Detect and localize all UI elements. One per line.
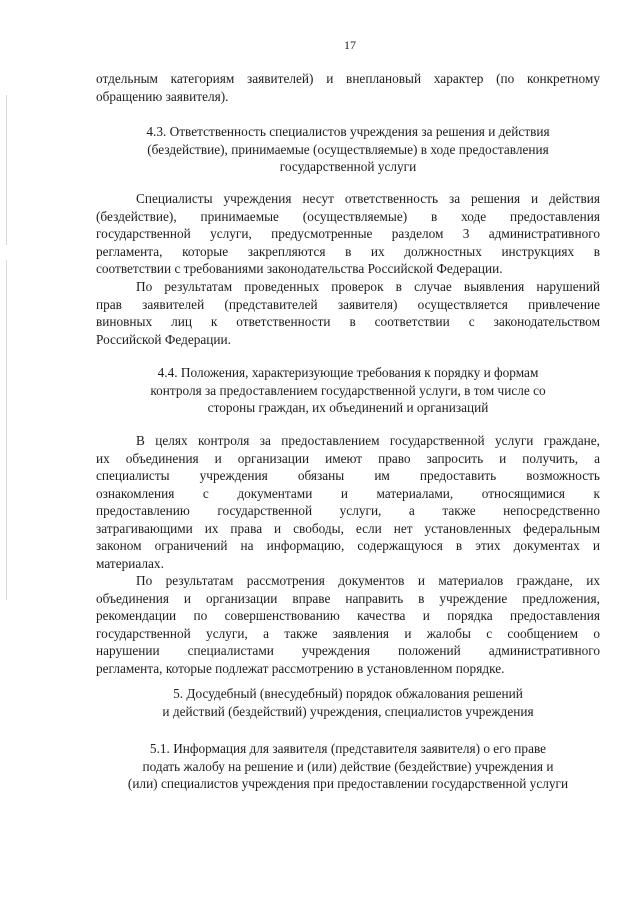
text-line: регламента, которые закрепляются в их должностных инструкциях в [96, 243, 600, 259]
text-line: ознакомления с документами и материалами, относящимися к [96, 485, 600, 501]
text-line: обращению заявителя). [96, 88, 229, 104]
page-number: 17 [344, 38, 356, 52]
section-5-heading [96, 685, 600, 720]
section-4-3-paragraph-2 [96, 278, 600, 348]
text-line: соответствии с требованиями законодательства Российской Федерации. [96, 261, 503, 276]
continuation-paragraph [96, 70, 600, 105]
text-line: затрагивающими их права и свободы, если нет установленных федеральным [96, 520, 600, 536]
text-line: нарушении специалистами учреждения положений административного [96, 643, 600, 658]
heading-line: (бездействие), принимаемые (осуществляемые) в ходе предоставления [147, 141, 549, 157]
heading-line: подать жалобу на решение и (или) действие (бездействие) учреждения и [142, 758, 554, 774]
text-line: законом ограничений на информацию, содержащуюся в этих документах и [96, 538, 600, 553]
section-4-4-heading [96, 364, 600, 417]
text-line: прав заявителей (представителей заявителя) осуществляется привлечение [96, 296, 600, 312]
section-4-3-heading [96, 123, 600, 176]
text-line: рекомендации по совершенствованию качества и порядка предоставления [96, 608, 600, 623]
section-4-4-paragraph-2 [96, 572, 600, 677]
heading-line: 5.1. Информация для заявителя (представителя заявителя) о его праве [149, 741, 547, 756]
text-line: их объединения и организации имеют право запросить и получить, а [96, 450, 600, 466]
text-line: (бездействие), принимаемые (осуществляемые) в ходе предоставления [96, 208, 600, 224]
heading-line: 4.3. Ответственность специалистов учреждения за решения и действия [146, 124, 550, 139]
text-line: В целях контроля за предоставлением государственной услуги граждане, [136, 433, 600, 448]
heading-line: 4.4. Положения, характеризующие требования к порядку и формам [157, 365, 539, 380]
text-line: Российской Федерации. [96, 331, 231, 347]
heading-line: и действий (бездействий) учреждения, специалистов учреждения [162, 703, 534, 719]
text-line: регламента, которые подлежат рассмотрению в установленном порядке. [96, 660, 505, 676]
heading-line: стороны граждан, их объединений и организаций [207, 400, 489, 415]
heading-line: контроля за предоставлением государственной услуги, в том числе со [150, 382, 546, 398]
heading-line: государственной услуги [279, 159, 417, 174]
heading-line: 5. Досудебный (внесудебный) порядок обжалования решений [173, 686, 523, 701]
text-line: государственной услуги, а также заявления и жалобы с сообщением о [96, 625, 600, 641]
text-line: материалах. [96, 555, 164, 571]
text-line: специалисты учреждения обязаны им предоставить возможность [96, 468, 600, 483]
scan-edge-mark [6, 95, 7, 245]
text-line: отдельным категориям заявителей) и внеплановый характер (по конкретному [96, 71, 600, 86]
section-4-3-paragraph-1 [96, 190, 600, 278]
text-line: Специалисты учреждения несут ответственность за решения и действия [136, 191, 600, 206]
text-line: По результатам проведенных проверок в случае выявления нарушений [136, 279, 600, 294]
section-5-1-heading [96, 740, 600, 793]
text-line: По результатам рассмотрения документов и материалов граждане, их [136, 573, 600, 588]
text-line: государственной услуги, предусмотренные разделом 3 административного [96, 226, 600, 241]
text-line: предоставлению государственной услуги, а также непосредственно [96, 503, 600, 518]
section-4-4-paragraph-1 [96, 432, 600, 572]
text-line: виновных лиц к ответственности в соответствии с законодательством [96, 314, 600, 329]
heading-line: (или) специалистов учреждения при предоставлении государственной услуги [127, 776, 569, 791]
text-line: объединения и организации вправе направить в учреждение предложения, [96, 590, 600, 606]
scan-edge-mark [6, 260, 7, 600]
